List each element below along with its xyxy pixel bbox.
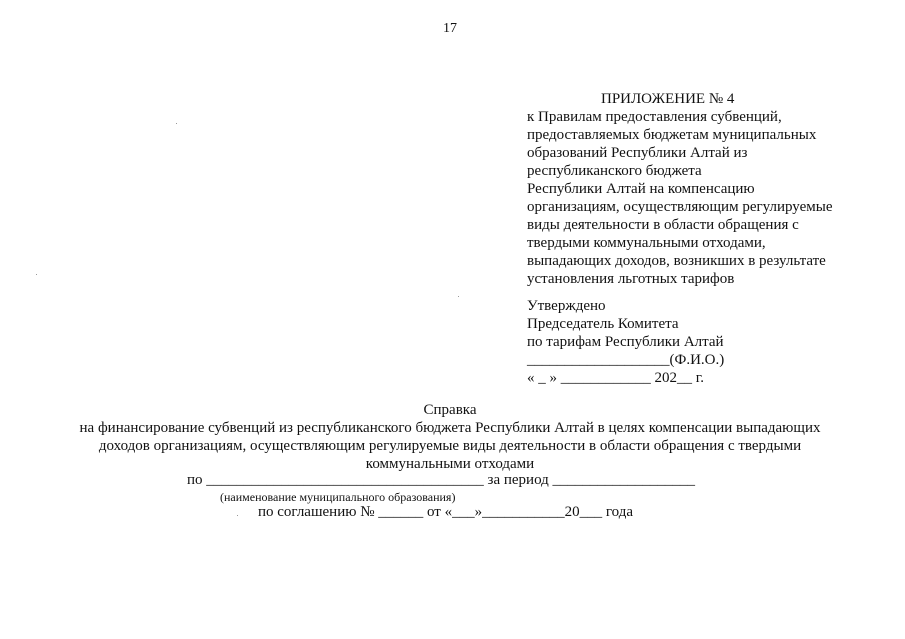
municipality-period-line: по _____________________________________ за период ___________________ xyxy=(187,472,696,488)
appendix-line: образований Республики Алтай из xyxy=(527,145,748,161)
appendix-line: выпадающих доходов, возникших в результате xyxy=(527,253,826,269)
certificate-subtitle-line: доходов организациям, осуществляющим регулируемые виды деятельности в области обращения с твердыми xyxy=(98,438,802,454)
appendix-line: республиканского бюджета xyxy=(527,163,702,179)
appendix-line: твердыми коммунальными отходами, xyxy=(527,235,766,251)
approval-date-line: « _ » ____________ 202__ г. xyxy=(527,370,704,386)
appendix-line: предоставляемых бюджетам муниципальных xyxy=(527,127,817,143)
approval-block xyxy=(527,297,867,387)
appendix-line: организациям, осуществляющим регулируемые xyxy=(527,199,833,215)
page-number: 17 xyxy=(443,21,457,36)
certificate-title: Справка xyxy=(423,402,477,418)
certificate-heading-block xyxy=(40,401,860,473)
approval-position: Председатель Комитета xyxy=(527,316,679,332)
approval-signature-line: ___________________(Ф.И.О.) xyxy=(527,352,725,368)
scan-speck xyxy=(458,296,459,297)
approval-heading: Утверждено xyxy=(527,298,606,314)
scan-speck xyxy=(237,515,238,516)
approval-organization: по тарифам Республики Алтай xyxy=(527,334,724,350)
appendix-line: к Правилам предоставления субвенций, xyxy=(527,109,782,125)
appendix-title: ПРИЛОЖЕНИЕ № 4 xyxy=(601,91,735,107)
scan-speck xyxy=(176,123,177,124)
certificate-subtitle-line: коммунальными отходами xyxy=(365,456,535,472)
agreement-line: по соглашению № ______ от «___»___________20___ года xyxy=(258,504,633,520)
appendix-line: Республики Алтай на компенсацию xyxy=(527,181,755,197)
certificate-subtitle-line: на финансирование субвенций из республиканского бюджета Республики Алтай в целях компенсации выпадающих xyxy=(79,420,821,436)
appendix-line: установления льготных тарифов xyxy=(527,271,735,287)
appendix-line: виды деятельности в области обращения с xyxy=(527,217,799,233)
municipality-caption: (наименование муниципального образования) xyxy=(220,490,456,504)
appendix-block xyxy=(527,90,867,288)
scan-speck xyxy=(36,274,37,275)
